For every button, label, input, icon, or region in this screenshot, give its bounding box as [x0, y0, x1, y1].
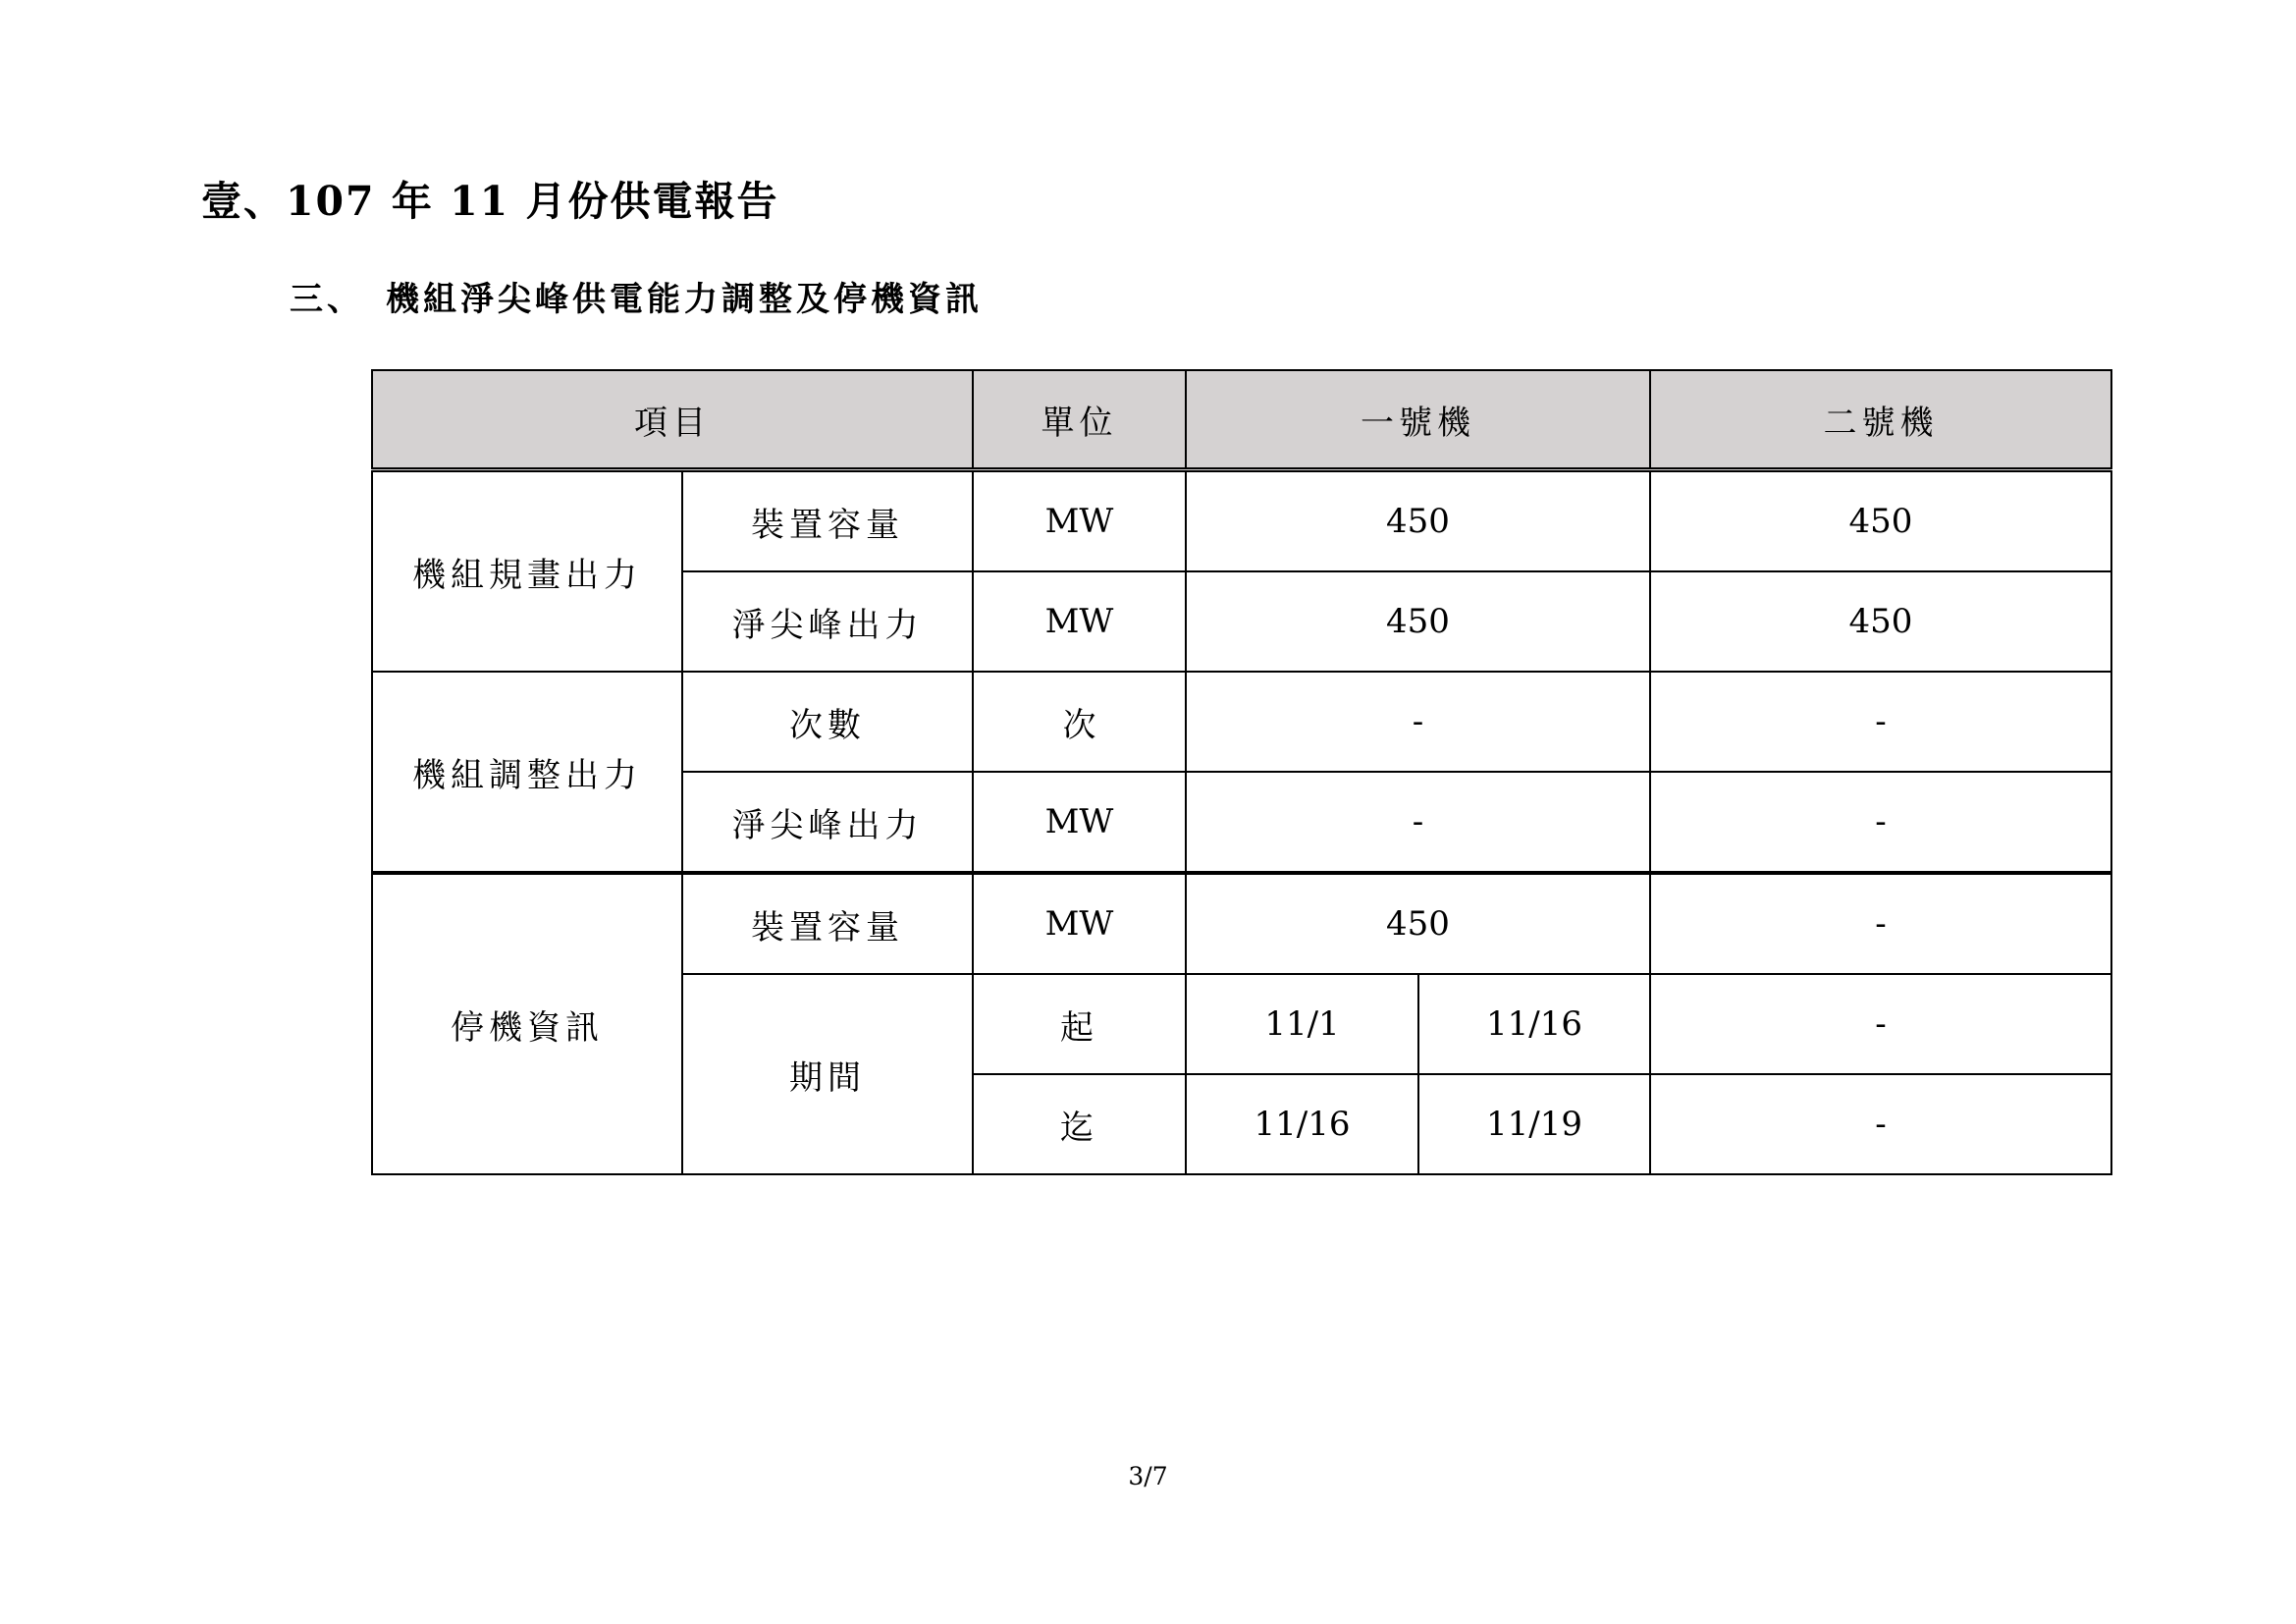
table-header-row: [372, 370, 2111, 470]
row-unit: MW: [973, 873, 1186, 974]
unit-2-value: -: [1650, 1074, 2111, 1174]
unit-1-value: 450: [1186, 873, 1650, 974]
page-title: 壹、107 年 11 月份供電報告: [201, 178, 779, 225]
page-number: 3/7: [1128, 1462, 1168, 1490]
period-start-label: 起: [973, 974, 1186, 1074]
unit-1-value: 450: [1186, 470, 1650, 572]
row-label-period: 期間: [682, 974, 973, 1174]
unit-2-value: -: [1650, 974, 2111, 1074]
section-title: 機組淨尖峰供電能力調整及停機資訊: [386, 280, 983, 319]
table-row: [372, 470, 2111, 572]
row-label: 淨尖峰出力: [682, 571, 973, 672]
row-label: 次數: [682, 672, 973, 772]
unit-1-end-b: 11/19: [1418, 1074, 1650, 1174]
unit-1-value: -: [1186, 772, 1650, 873]
section-heading: [290, 272, 983, 320]
row-unit: MW: [973, 571, 1186, 672]
group-adjusted-output: 機組調整出力: [372, 672, 682, 873]
unit-1-start-a: 11/1: [1186, 974, 1418, 1074]
unit-1-value: -: [1186, 672, 1650, 772]
unit-2-value: 450: [1650, 470, 2111, 572]
group-outage-info: 停機資訊: [372, 873, 682, 1174]
header-unit-1: 一號機: [1186, 370, 1650, 470]
period-end-label: 迄: [973, 1074, 1186, 1174]
unit-status-table: [371, 369, 2112, 1175]
section-number: 三、: [290, 280, 364, 319]
header-item: 項目: [372, 370, 973, 470]
unit-1-value: 450: [1186, 571, 1650, 672]
row-unit: 次: [973, 672, 1186, 772]
unit-1-end-a: 11/16: [1186, 1074, 1418, 1174]
group-planned-output: 機組規畫出力: [372, 470, 682, 673]
unit-2-value: -: [1650, 672, 2111, 772]
row-unit: MW: [973, 772, 1186, 873]
row-label: 裝置容量: [682, 470, 973, 572]
unit-2-value: 450: [1650, 571, 2111, 672]
header-unit: 單位: [973, 370, 1186, 470]
row-unit: MW: [973, 470, 1186, 572]
row-label: 淨尖峰出力: [682, 772, 973, 873]
header-unit-2: 二號機: [1650, 370, 2111, 470]
row-label: 裝置容量: [682, 873, 973, 974]
unit-1-start-b: 11/16: [1418, 974, 1650, 1074]
table-row: [372, 672, 2111, 772]
unit-2-value: -: [1650, 873, 2111, 974]
unit-2-value: -: [1650, 772, 2111, 873]
table-row: [372, 873, 2111, 974]
